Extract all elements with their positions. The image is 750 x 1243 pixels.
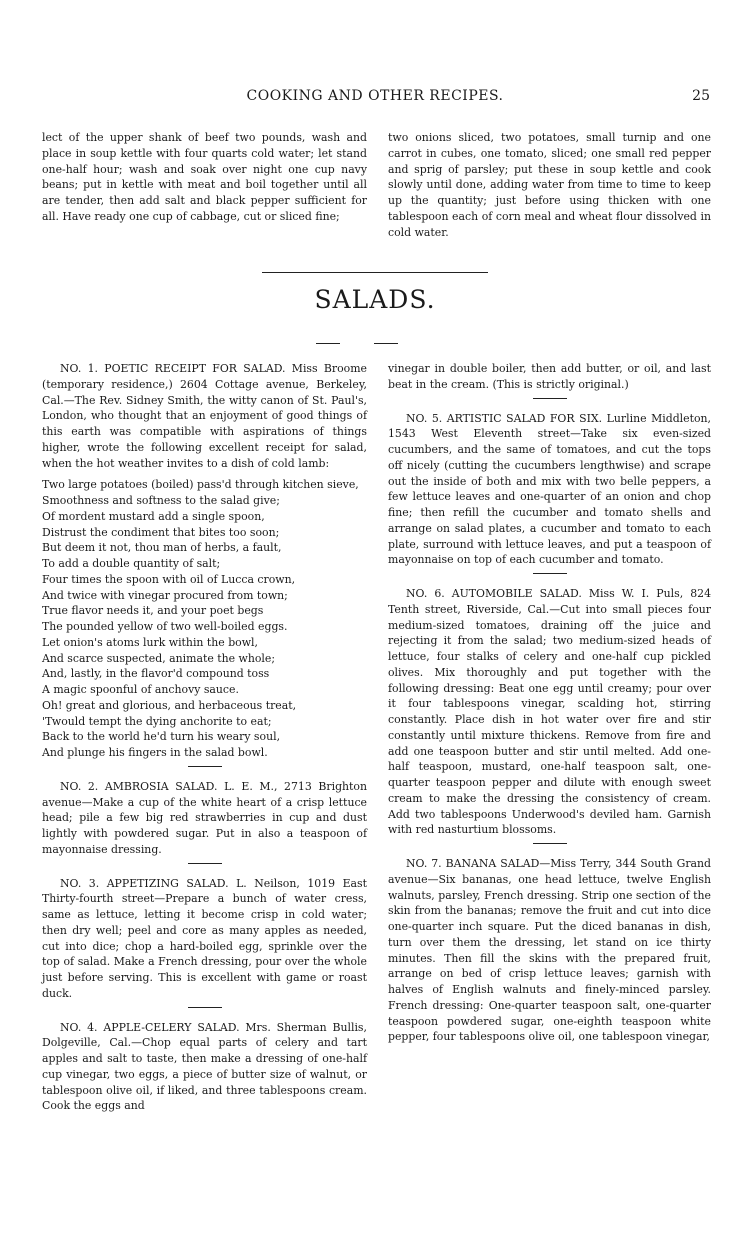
recipe-separator	[188, 863, 222, 864]
title-dash-left	[316, 343, 340, 344]
poem-line: True flavor needs it, and your poet begs	[42, 604, 264, 618]
recipe-3-text: NO. 3. APPETIZING SALAD. L. Neilson, 1019 East Thirty-fourth street—Prepare a bunch of water cress, same as lettuce, letting it become crisp in cold water; then dry well; peel and core as many apples as needed, cut into dice; chop a hard-boiled egg, sprinkle over the top of salad. Make a French dressing, pour over the whole just before serving. This is excellent with game or roast duck.	[42, 876, 367, 1000]
recipe-4-text: NO. 4. APPLE-CELERY SALAD. Mrs. Sherman Bullis, Dolgeville, Cal.—Chop equal parts of celery and tart apples and salt to taste, then make a dressing of one-half cup vinegar, two eggs, a piece of butter size of walnut, or tablespoon olive oil, if liked, and three tablespoons cream. Cook the eggs and	[42, 1020, 367, 1113]
recipe-1	[42, 361, 367, 761]
recipe-3	[42, 876, 367, 1002]
poem-line: Smoothness and softness to the salad give;	[42, 494, 280, 507]
poem-line: And twice with vinegar procured from town;	[42, 588, 288, 602]
poem-line: But deem it not, thou man of herbs, a fault,	[42, 541, 282, 555]
soup-recipe-continuation: lect of the upper shank of beef two pounds, wash and place in soup kettle with four quarts cold water; let stand one-half hour; wash and soak over night one cup navy beans; put in kettle with meat and boil together until all are tender, then add salt and black pepper sufficient for all. Have ready one cup of cabbage, cut or sliced fine;	[42, 131, 367, 223]
poem-line: Of mordent mustard add a single spoon,	[42, 509, 265, 523]
title-dash-right	[374, 343, 398, 344]
poem-line: And scarce suspected, animate the whole;	[42, 651, 276, 665]
salad-poem	[42, 477, 367, 761]
recipe-6-text: NO. 6. AUTOMOBILE SALAD. Miss W. I. Puls, 824 Tenth street, Riverside, Cal.—Cut into small pieces four medium-sized tomatoes, draining off the juice and rejecting it from the salad; two medium-sized heads of lettuce, four stalks of celery and one-half cup pickled olives. Mix thoroughly and put together with the following dressing: Beat one egg until creamy; pour over it four tablespoons vinegar, scalding hot, stirring constantly. Place dish in hot water over fire and stir constantly until mixture thickens. Remove from fire and add one teaspoon butter and stir until melted. Add one-half teaspoon, mustard, one-half teaspoon salt, one-quarter teaspoon pepper and dilute with enough sweet cream to make the dressing the consistency of cream. Add two tablespoons Underwood's deviled ham. Garnish with red nasturtium blossoms.	[388, 587, 711, 837]
top-right-column	[388, 130, 711, 240]
poem-line: Distrust the condiment that bites too soon;	[42, 525, 280, 539]
poem-line: Two large potatoes (boiled) pass'd through kitchen sieve,	[42, 478, 359, 492]
poem-line: Oh! great and glorious, and herbaceous treat,	[42, 698, 297, 712]
poem-line: And, lastly, in the flavor'd compound toss	[42, 667, 270, 681]
recipe-5-text: NO. 5. ARTISTIC SALAD FOR SIX. Lurline Middleton, 1543 West Eleventh street—Take six even-sized cucumbers, and the same of tomatoes, and cut the tops off nicely (cutting the cucumbers lengthwise) and scrape out the inside of both and mix with two belle peppers, a few lettuce leaves and one-quarter of an onion and chop fine; then refill the cucumber and tomato shells and arrange on salad plates, a cucumber and tomato to each plate, surround with lettuce leaves, and put a teaspoon of mayonnaise on top of each cucumber and tomato.	[388, 411, 711, 567]
section-divider	[262, 272, 488, 273]
poem-line: To add a double quantity of salt;	[42, 557, 221, 570]
recipe-4-continued-text: vinegar in double boiler, then add butter, or oil, and last beat in the cream. (This is strictly original.)	[388, 362, 711, 391]
recipe-separator	[533, 843, 567, 844]
poem-line: A magic spoonful of anchovy sauce.	[42, 683, 239, 696]
top-left-column	[42, 130, 367, 225]
running-title: COOKING AND OTHER RECIPES.	[246, 88, 504, 104]
poem-line: The pounded yellow of two well-boiled eggs.	[42, 620, 288, 633]
poem-line: Back to the world he'd turn his weary soul,	[42, 730, 281, 744]
recipe-5	[388, 411, 711, 569]
right-column	[388, 361, 711, 1045]
poem-line: Let onion's atoms lurk within the bowl,	[42, 635, 258, 649]
soup-recipe-ending: two onions sliced, two potatoes, small turnip and one carrot in cubes, one tomato, sliced; one small red pepper and sprig of parsley; put these in soup kettle and cook slowly until done, adding water from time to time to keep up the quantity; just before using thicken with one tablespoon each of corn meal and wheat flour dissolved in cold water.	[388, 131, 711, 239]
recipe-6	[388, 586, 711, 838]
recipe-separator	[533, 573, 567, 574]
recipe-1-text: NO. 1. POETIC RECEIPT FOR SALAD. Miss Broome (temporary residence,) 2604 Cottage avenue, Berkeley, Cal.—The Rev. Sidney Smith, the witty canon of St. Paul's, London, who thought that an enjoyment of good things of this earth was compatible with aspirations of things higher, wrote the following excellent receipt for salad, when the hot weather invites to a dish of cold lamb:	[42, 362, 367, 470]
recipe-4-continued	[388, 361, 711, 393]
recipe-7	[388, 856, 711, 1045]
recipe-separator	[188, 766, 222, 767]
poem-line: And plunge his fingers in the salad bowl.	[42, 746, 268, 759]
recipe-7-text: NO. 7. BANANA SALAD—Miss Terry, 344 South Grand avenue—Six bananas, one head lettuce, twelve English walnuts, parsley, French dressing. Strip one section of the skin from the bananas; remove the fruit and cut into dice one-quarter inch square. Put the diced bananas in dish, turn over them the dressing, let stand on ice thirty minutes. Then fill the skins with the prepared fruit, arrange on bed of crisp lettuce leaves; garnish with halves of English walnuts and finely-minced parsley. French dressing: One-quarter teaspoon salt, one-quarter teaspoon powdered sugar, one-eighth teaspoon white pepper, four tablespoons olive oil, one tablespoon vinegar,	[388, 857, 711, 1044]
page-header	[40, 88, 710, 110]
section-title: SALADS.	[314, 285, 436, 314]
recipe-4	[42, 1020, 367, 1115]
poem-line: Four times the spoon with oil of Lucca crown,	[42, 572, 296, 586]
recipe-separator	[188, 1007, 222, 1008]
left-column	[42, 361, 367, 1114]
recipe-separator	[533, 398, 567, 399]
recipe-2	[42, 779, 367, 858]
page-number: 25	[692, 88, 710, 104]
recipe-2-text: NO. 2. AMBROSIA SALAD. L. E. M., 2713 Brighton avenue—Make a cup of the white heart of a crisp lettuce head; pile a few big red strawberries in cup and dust lightly with powdered sugar. Put in also a teaspoon of mayonnaise dressing.	[42, 779, 367, 856]
poem-line: 'Twould tempt the dying anchorite to eat;	[42, 714, 272, 728]
